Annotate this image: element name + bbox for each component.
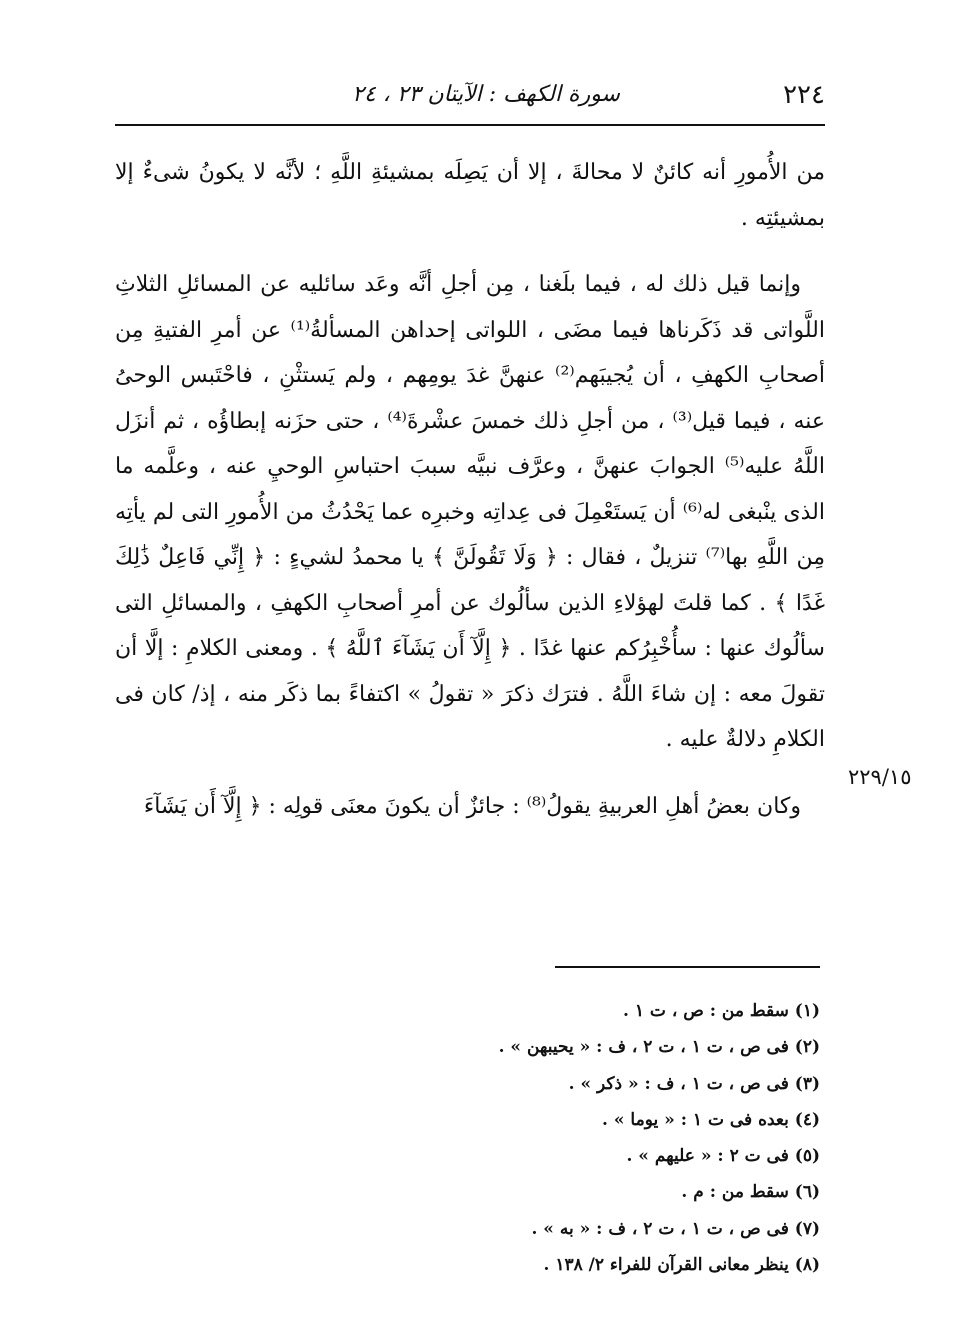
margin-reference: ٢٢٩/١٥ xyxy=(848,765,912,789)
main-text xyxy=(115,150,825,829)
footnote-divider xyxy=(555,966,820,968)
header-divider xyxy=(115,124,825,126)
footnote-2: (٢) فى ص ، ت ١ ، ت ٢ ، ف : « يحيبهن » . xyxy=(498,1037,820,1058)
footnote-5: (٥) فى ت ٢ : « عليهم » . xyxy=(626,1146,820,1167)
paragraph-3: وكان بعضُ أهلِ العربيةِ يقولُ⁽⁸⁾ : جائزٌ أن يكونَ معنَى قولِه : ﴿ إِلَّآ أَن يَشَآءَ xyxy=(143,793,801,819)
footnote-8: (٨) ينظر معانى القرآن للفراء ٢/ ١٣٨ . xyxy=(543,1255,820,1276)
footnote-7: (٧) فى ص ، ت ١ ، ت ٢ ، ف : « به » . xyxy=(531,1218,820,1239)
footnote-6: (٦) سقط من : م . xyxy=(681,1182,820,1203)
footnote-3: (٣) فى ص ، ت ١ ، ف : « ذكر » . xyxy=(568,1073,820,1094)
running-title: سورة الكهف : الآيتان ٢٣ ، ٢٤ xyxy=(352,82,620,107)
footnote-1: (١) سقط من : ص ، ت ١ . xyxy=(623,1001,820,1021)
footnote-4: (٤) بعده فى ت ١ : « يوما » . xyxy=(602,1109,820,1130)
paragraph-2: وإنما قيل ذلك له ، فيما بلَغنا ، مِن أجلِ أنَّه وعَد سائليه عن المسائلِ الثلاثِ اللَّواتى قد ذَكَرناها فيما مضَى ، اللواتى إحداهن المسألةُ⁽¹⁾ عن أمرِ الفتيةِ مِن أصحابِ الكهفِ ، أن يُجيبَهم⁽²⁾ عنهنَّ غدَ يومِهم ، ولم يَستثْنِ ، فاحْتَبس الوحىُ عنه ، فيما قيل⁽³⁾ ، من أجلِ ذلك خمسَ عشْرةَ⁽⁴⁾ ، حتى حزَنه إبطاؤُه ، ثم أنزَل اللَّهُ عليه⁽⁵⁾ الجوابَ عنهنَّ ، وعرَّف نبيَّه سببَ احتباسِ الوحيِ عنه ، وعلَّمه ما الذى ينْبغى له⁽⁶⁾ أن يَستَعْمِلَ فى عِداتِه وخبرِه عما يَحْدُثُ من الأُمورِ التى لم يأتِه مِن اللَّهِ بها⁽⁷⁾ تنزيلٌ ، فقال : ﴿ وَلَا تَقُولَنَّ ﴾ يا محمدُ لشيءٍ : ﴿ إِنِّي فَاعِلٌ ذَٰلِكَ غَدًا ﴾ . كما قلتَ لهؤلاءِ الذين سألُوك عن أمرِ أصحابِ الكهفِ ، والمسائلِ التى سألُوك عنها : سأُخْبِرُكم عنها غدًا . ﴿ إِلَّآ أَن يَشَآءَ ٱللَّهُ ﴾ . ومعنى الكلامِ : إلَّا أن تقولَ معه : إن شاءَ اللَّهُ . فترَك ذكرَ « تقولُ » اكتفاءً بما ذكَر منه ، إذ/ كان فى الكلامِ دلالةٌ عليه . xyxy=(115,272,826,752)
footnotes xyxy=(115,993,820,1283)
paragraph-1: من الأُمورِ أنه كائنٌ لا محالةَ ، إلا أن يَصِلَه بمشيئةِ اللَّهِ ؛ لأنَّه لا يكونُ شىءٌ إلا بمشيئتِه . xyxy=(115,160,825,231)
page-number: ٢٢٤ xyxy=(783,80,825,110)
page-header xyxy=(115,80,825,120)
